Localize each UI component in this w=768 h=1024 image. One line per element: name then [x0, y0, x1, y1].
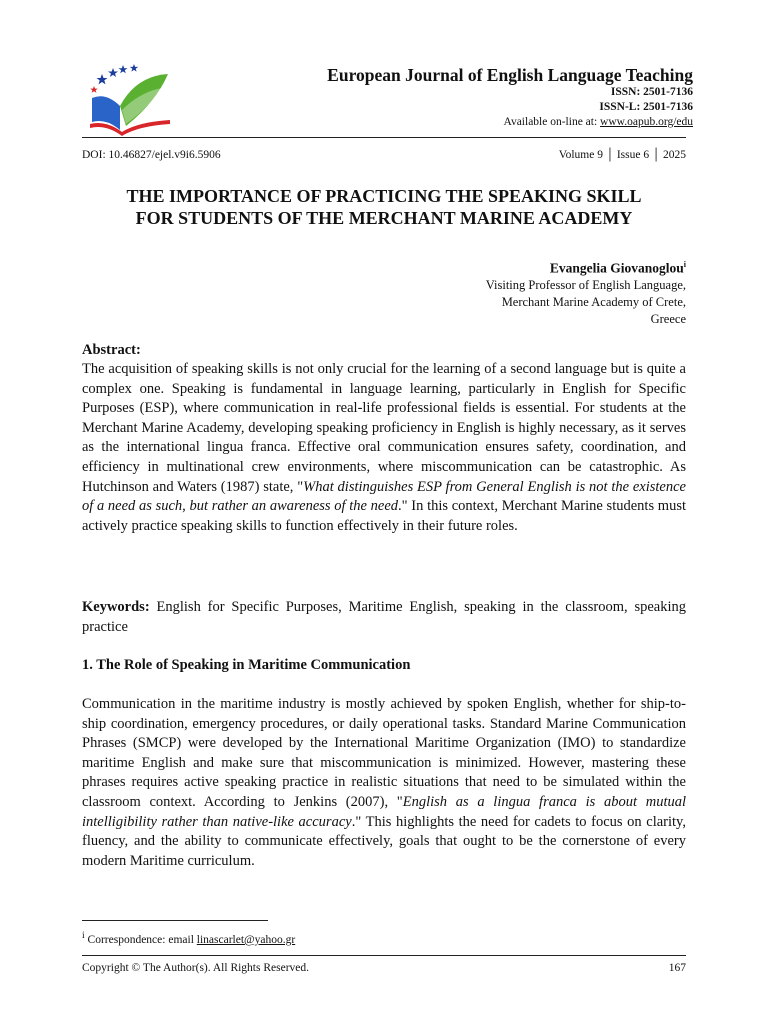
keywords-label: Keywords:: [82, 599, 150, 615]
section-1-text: [82, 695, 686, 871]
keywords-text: English for Specific Purposes, Maritime English, speaking in the classroom, speaking practice: [82, 599, 686, 635]
footnote-label: Correspondence: email: [84, 933, 197, 946]
paper-title-line-2: FOR STUDENTS OF THE MERCHANT MARINE ACADEMY: [135, 208, 633, 228]
affiliation-line-2: Merchant Marine Academy of Crete,: [501, 294, 686, 309]
doi: DOI: 10.46827/ejel.v9i6.5906: [82, 149, 221, 161]
paper-title-line-1: THE IMPORTANCE OF PRACTICING THE SPEAKING SKILL: [126, 186, 642, 206]
journal-logo: [86, 62, 174, 138]
header-divider: [82, 137, 686, 138]
journal-title: European Journal of English Language Teaching: [327, 65, 693, 85]
author-name: [400, 256, 686, 277]
footnote-divider: [82, 920, 268, 921]
issn-l: ISSN-L: 2501-7136: [599, 101, 693, 113]
copyright-notice: Copyright © The Author(s). All Rights Reserved.: [82, 962, 310, 974]
correspondence-email-link[interactable]: linascarlet@yahoo.gr: [196, 933, 296, 946]
keywords: [82, 598, 686, 637]
section-1-quote: English as a lingua franca is about mutual intelligibility rather than native-like accuracy: [82, 793, 687, 830]
author-footnote-mark: i: [683, 260, 686, 269]
stars-icon: [90, 64, 138, 93]
volume-issue: Volume 9 │ Issue 6 │ 2025: [558, 149, 686, 161]
abstract-text: [82, 360, 686, 536]
doi-volume-line: [82, 148, 686, 163]
abstract-text-part-1: The acquisition of speaking skills is not only crucial for the learning of a second language but is quite a complex one. Speaking is fundamental in language learning, particularly in English for Specific Purposes (ESP), where communication in real-life professional fields is essential. For students at the Merchant Marine Academy, developing speaking proficiency in English is highly necessary, as it serves as the international lingua franca. Effective oral communication ensures safety, coordination, and efficiency in multinational crew environments, where miscommunication can be catastrophic. As Hutchinson and Waters (1987) state, ": [82, 361, 686, 495]
abstract-heading: Abstract:: [82, 342, 141, 358]
affiliation-line-3: Greece: [650, 311, 686, 326]
book-stars-icon: [86, 62, 174, 138]
issn: ISSN: 2501-7136: [610, 86, 693, 98]
abstract-text-part-2: ." In this context, Merchant Marine students must actively practice speaking skills to function effectively in their future roles.: [82, 498, 686, 534]
section-1-text-part-2: ." This highlights the need for cadets to focus on clarity, fluency, and the ability to communicate effectively, goals that ought to be the cornerstone of every modern Maritime curriculum.: [82, 813, 686, 869]
footnote-mark: i: [82, 930, 85, 941]
availability-line: [400, 115, 693, 130]
section-1-text-part-1: Communication in the maritime industry is mostly achieved by spoken English, whether for ship-to-ship coordination, emergency procedures, or daily operational tasks. Standard Marine Communication Phrases (SMCP) were developed by the International Maritime Organization (IMO) to standardize maritime English and make sure that miscommunication is minimized. However, mastering these phrases requires active speaking practice in realistic situations that need to be simulated within the classroom context. According to Jenkins (2007), ": [82, 696, 686, 810]
section-1-heading: 1. The Role of Speaking in Maritime Communication: [82, 657, 411, 673]
footer-divider: [82, 955, 686, 956]
availability-label: Available on-line at:: [503, 116, 601, 128]
journal-url-link[interactable]: www.oapub.org/edu: [600, 116, 693, 128]
author-name-text: Evangelia Giovanoglou: [549, 260, 684, 276]
page-footer: [82, 961, 686, 976]
page-number: 167: [668, 962, 686, 974]
affiliation-line-1: Visiting Professor of English Language,: [485, 277, 686, 292]
abstract-quote: What distinguishes ESP from General English is not the existence of a need as such, but rather an awareness of the need: [82, 478, 686, 515]
footnote: [82, 928, 686, 948]
paper-title: [82, 185, 686, 229]
author-block: [400, 256, 686, 328]
